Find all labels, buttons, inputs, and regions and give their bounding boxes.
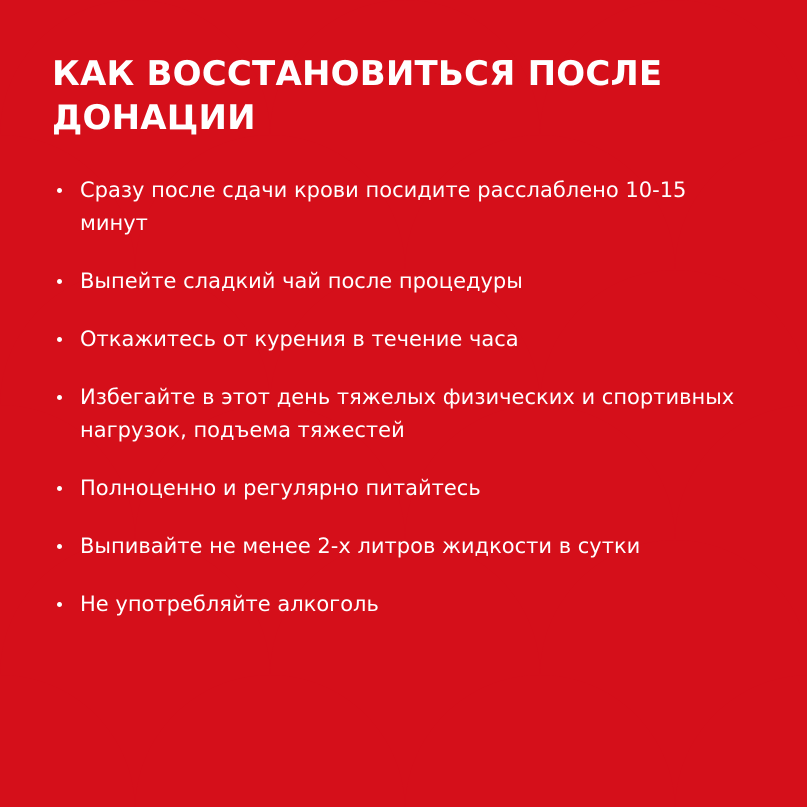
list-item xyxy=(56,588,756,621)
list-item xyxy=(56,381,756,447)
bullet-dot-icon xyxy=(57,486,62,491)
bullet-dot-icon xyxy=(57,395,62,400)
list-item-text: Сразу после сдачи крови посидите расслаблено 10-15 минут xyxy=(80,178,687,235)
page-title: КАК ВОССТАНОВИТЬСЯ ПОСЛЕ ДОНАЦИИ xyxy=(52,54,663,138)
list-item-text: Выпейте сладкий чай после процедуры xyxy=(80,269,523,293)
list-item-text: Не употребляйте алкоголь xyxy=(80,592,379,616)
list-item-text: Полноценно и регулярно питайтесь xyxy=(80,476,481,500)
bullet-dot-icon xyxy=(57,544,62,549)
list-item-text: Откажитесь от курения в течение часа xyxy=(80,327,519,351)
list-item-text: Избегайте в этот день тяжелых физических и спортивных нагрузок, подъема тяжестей xyxy=(80,385,735,442)
content xyxy=(52,52,772,616)
list-item-text: Выпивайте не менее 2-х литров жидкости в сутки xyxy=(80,534,641,558)
list-item xyxy=(56,472,756,505)
list-item xyxy=(56,265,756,298)
list-item xyxy=(56,174,756,240)
tips-list xyxy=(56,174,756,646)
bullet-dot-icon xyxy=(57,279,62,284)
bullet-dot-icon xyxy=(57,602,62,607)
bullet-dot-icon xyxy=(57,188,62,193)
list-item xyxy=(56,323,756,356)
list-item xyxy=(56,530,756,563)
bullet-dot-icon xyxy=(57,337,62,342)
